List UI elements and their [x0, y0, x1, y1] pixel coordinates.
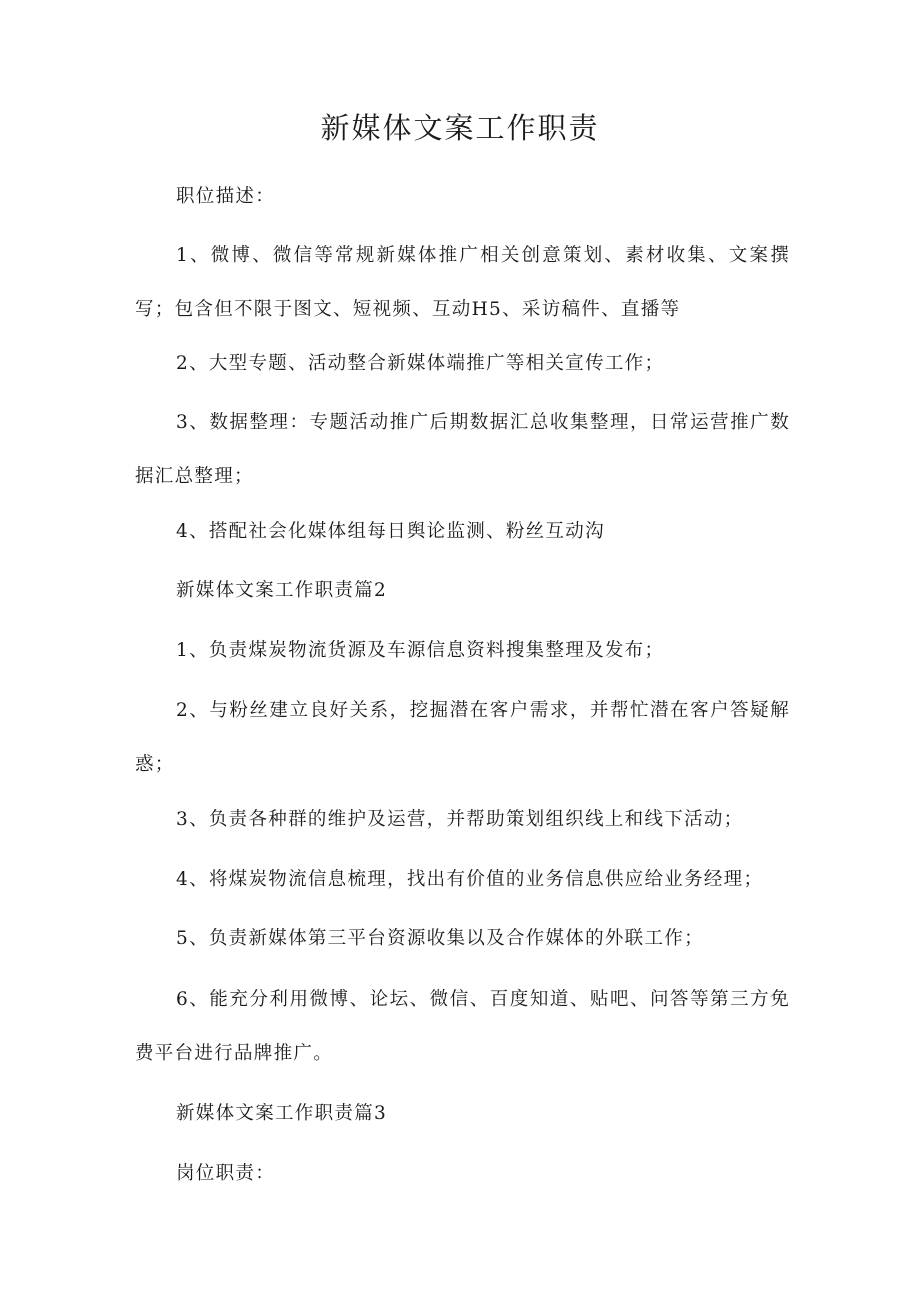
paragraph-item-1: 1、微博、微信等常规新媒体推广相关创意策划、素材收集、文案撰写；包含但不限于图文、短视频、互动H5、采访稿件、直播等 [135, 245, 790, 320]
paragraph-part2-item-2: 2、与粉丝建立良好关系，挖掘潜在客户需求，并帮忙潜在客户答疑解惑； [135, 700, 790, 775]
paragraph-part2-item-3: 3、负责各种群的维护及运营，并帮助策划组织线上和线下活动； [176, 809, 744, 830]
paragraph-item-3: 3、数据整理：专题活动推广后期数据汇总收集整理，日常运营推广数据汇总整理； [135, 412, 790, 487]
paragraph-part2-item-5: 5、负责新媒体第三平台资源收集以及合作媒体的外联工作； [176, 928, 704, 949]
paragraph-item-4: 4、搭配社会化媒体组每日舆论监测、粉丝互动沟 [176, 521, 605, 542]
paragraph-part2-item-1: 1、负责煤炭物流货源及车源信息资料搜集整理及发布； [176, 640, 665, 661]
section-heading-part-3: 新媒体文案工作职责篇3 [176, 1103, 388, 1124]
paragraph-part2-item-4: 4、将煤炭物流信息梳理，找出有价值的业务信息供应给业务经理； [176, 869, 764, 890]
paragraph-part2-item-6: 6、能充分利用微博、论坛、微信、百度知道、贴吧、问答等第三方免费平台进行品牌推广。 [135, 989, 790, 1064]
paragraph-item-2: 2、大型专题、活动整合新媒体端推广等相关宣传工作； [176, 353, 665, 374]
paragraph-job-description-heading: 职位描述： [176, 186, 276, 207]
section-heading-part-2: 新媒体文案工作职责篇2 [176, 580, 388, 601]
document-title: 新媒体文案工作职责 [320, 111, 600, 145]
paragraph-job-duties-heading: 岗位职责： [176, 1163, 276, 1184]
